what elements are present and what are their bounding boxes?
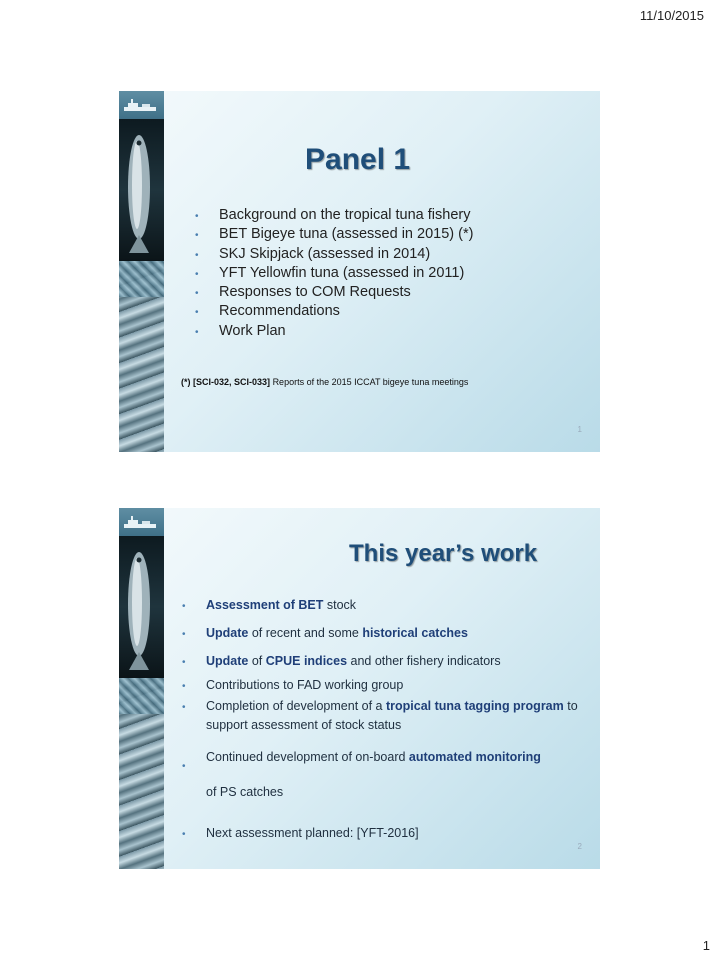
list-item — [195, 264, 473, 283]
bullet-icon: • — [182, 761, 186, 772]
bullet-icon: • — [195, 268, 199, 280]
bullet-icon: • — [195, 230, 199, 242]
bullet-text: to support assessment of stock status — [206, 699, 578, 732]
bullet-text: BET Bigeye tuna (assessed in 2015) (*) — [219, 226, 474, 243]
bullet-icon: • — [195, 249, 199, 261]
slide-1 — [119, 91, 600, 452]
bullet-icon: • — [182, 629, 186, 640]
slide-2-title: This year’s work — [349, 540, 538, 567]
tuna-icon — [125, 125, 153, 255]
bullet-icon: • — [182, 601, 186, 612]
bullet-text-bold: automated monitoring — [408, 750, 541, 764]
bullet-text: Contributions to FAD working group — [206, 678, 404, 692]
bullet-text-bold: CPUE indices — [265, 654, 348, 668]
bullet-text: Responses to COM Requests — [219, 284, 411, 301]
bullet-text: Continued development of on-board — [206, 750, 409, 764]
list-item — [182, 697, 596, 735]
tuna-photo — [119, 536, 164, 678]
bullet-text: and other fishery indicators — [347, 654, 501, 668]
slide-1-number: 1 — [577, 425, 582, 434]
bullet-icon: • — [182, 829, 186, 840]
page-date: 11/10/2015 — [639, 8, 704, 23]
list-item — [182, 740, 596, 810]
list-item — [195, 245, 473, 264]
bullet-icon: • — [195, 326, 199, 338]
bullet-text: YFT Yellowfin tuna (assessed in 2011) — [219, 264, 465, 281]
bullet-icon: • — [195, 307, 199, 319]
list-item — [182, 676, 596, 695]
tuna-school-texture — [119, 261, 164, 297]
bullet-text: of — [248, 654, 266, 668]
list-item — [195, 322, 473, 341]
bullet-text-bold: Update — [206, 654, 249, 668]
list-item — [195, 302, 473, 321]
list-item — [182, 596, 596, 615]
bullet-text: Completion of development of a — [206, 699, 386, 713]
bullet-icon: • — [182, 702, 186, 713]
bullet-icon: • — [182, 681, 186, 692]
ship-icon — [122, 99, 160, 113]
slide-2 — [119, 508, 600, 869]
bullet-text: SKJ Skipjack (assessed in 2014) — [219, 245, 431, 262]
bullet-icon: • — [195, 211, 199, 222]
bullet-text: of PS catches — [206, 785, 284, 799]
bullet-icon: • — [182, 657, 186, 668]
ship-icon — [122, 516, 160, 530]
tuna-school-photo — [119, 678, 164, 869]
slide-1-title: Panel 1 — [305, 143, 411, 176]
bullet-text: of recent and some — [248, 626, 363, 640]
bullet-icon: • — [195, 288, 199, 300]
footnote-refs: [SCI-032, SCI-033] — [193, 377, 271, 387]
tuna-school-photo — [119, 261, 164, 452]
bullet-text-bold: Update — [206, 626, 249, 640]
ship-banner — [119, 508, 164, 536]
bullet-text-bold: tropical tuna tagging program — [385, 699, 564, 713]
list-item — [195, 206, 473, 225]
tuna-photo — [119, 119, 164, 261]
photo-strip — [119, 91, 164, 452]
list-item — [182, 624, 596, 643]
photo-strip — [119, 508, 164, 869]
tuna-icon — [125, 542, 153, 672]
tuna-school-texture — [119, 678, 164, 714]
page-number: 1 — [702, 938, 710, 953]
bullet-text: Next assessment planned: [YFT-2016] — [206, 826, 419, 840]
slide-1-footnote — [181, 377, 468, 387]
footnote-text: Reports of the 2015 ICCAT bigeye tuna meetings — [272, 377, 469, 387]
bullet-text-bold: Assessment of BET — [206, 598, 324, 612]
list-item — [195, 283, 473, 302]
bullet-text: Work Plan — [219, 322, 286, 339]
slide-1-bullet-list — [195, 206, 473, 341]
bullet-text: Background on the tropical tuna fishery — [219, 207, 471, 223]
footnote-marker: (*) — [181, 377, 191, 387]
list-item — [182, 652, 596, 671]
bullet-text: stock — [323, 598, 357, 612]
bullet-text: Recommendations — [219, 303, 340, 320]
list-item — [182, 824, 596, 843]
list-item — [195, 225, 473, 244]
bullet-text-bold: historical catches — [362, 626, 468, 640]
ship-banner — [119, 91, 164, 119]
slide-2-number: 2 — [577, 842, 582, 851]
